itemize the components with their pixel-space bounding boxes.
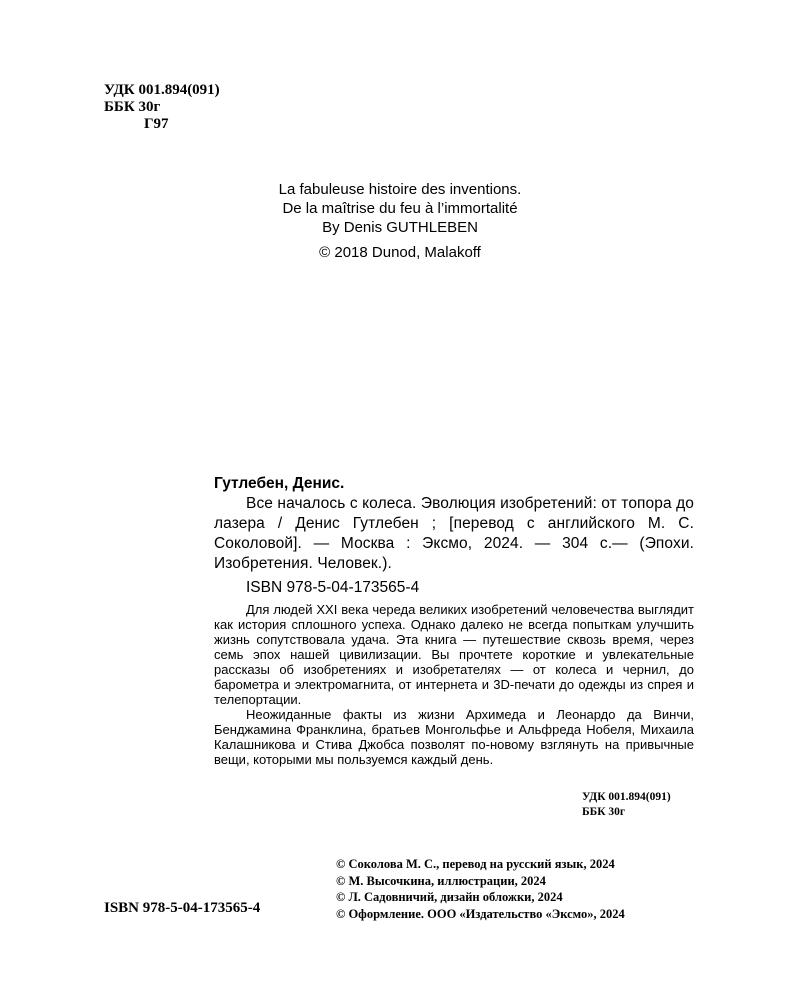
bbk-code-bottom: ББК 30г (582, 806, 626, 818)
original-copyright: © 2018 Dunod, Malakoff (319, 244, 481, 261)
original-title-line2: De la maîtrise du feu à l’immortalité (282, 200, 518, 217)
catalog-entry (214, 474, 694, 598)
copyright-list (336, 856, 625, 922)
annotation-paragraph: Неожиданные факты из жизни Архимеда и Леонардо да Винчи, Бенджамина Франклина, братьев Монгольфье и Альфреда Нобеля, Михаила Калашникова и Стива Джобса позволят по-новому взглянуть на привычные вещи, которыми мы пользуемся каждый день. (214, 707, 694, 767)
classification-block-bottom (582, 790, 671, 820)
copyright-line: © М. Высочкина, иллюстрации, 2024 (336, 873, 546, 888)
bbk-code: ББК 30г (104, 99, 161, 115)
catalog-isbn: ISBN 978-5-04-173565-4 (246, 579, 420, 596)
catalog-description: Все началось с колеса. Эволюция изобретений: от топора до лазера / Денис Гутлебен ; [перевод с английского М. С. Соколовой]. — Москва : Эксмо, 2024. — 304 с.— (Эпохи. Изобретения. Человек.). (214, 495, 694, 572)
original-author: By Denis GUTHLEBEN (322, 219, 478, 236)
annotation-block (214, 602, 694, 767)
annotation-paragraph: Для людей XXI века череда великих изобретений человечества выглядит как история сплошного успеха. Однако далеко не всегда попыткам улучшить жизнь сопутствовала удача. Эта книга — путешествие сквозь время, через семь эпох нашей цивилизации. Вы прочтете короткие и увлекательные рассказы об изобретениях и изобретателях — от колеса и чернил, до барометра и электромагнита, от интернета и 3D-печати до одежды из спрея и телепортации. (214, 602, 694, 707)
copyright-line: © Соколова М. С., перевод на русский язык, 2024 (336, 857, 615, 871)
original-edition-block (200, 180, 600, 262)
udk-code-bottom: УДК 001.894(091) (582, 791, 671, 803)
original-title-line1: La fabuleuse histoire des inventions. (278, 181, 522, 198)
author-mark: Г97 (144, 116, 169, 132)
classification-block-top (104, 82, 220, 133)
udk-code: УДК 001.894(091) (104, 82, 220, 98)
copyright-line: © Л. Садовничий, дизайн обложки, 2024 (336, 890, 563, 904)
copyright-line: © Оформление. ООО «Издательство «Эксмо», 2024 (336, 906, 625, 921)
isbn-bottom: ISBN 978-5-04-173565-4 (104, 900, 261, 916)
catalog-author: Гутлебен, Денис. (214, 475, 345, 492)
